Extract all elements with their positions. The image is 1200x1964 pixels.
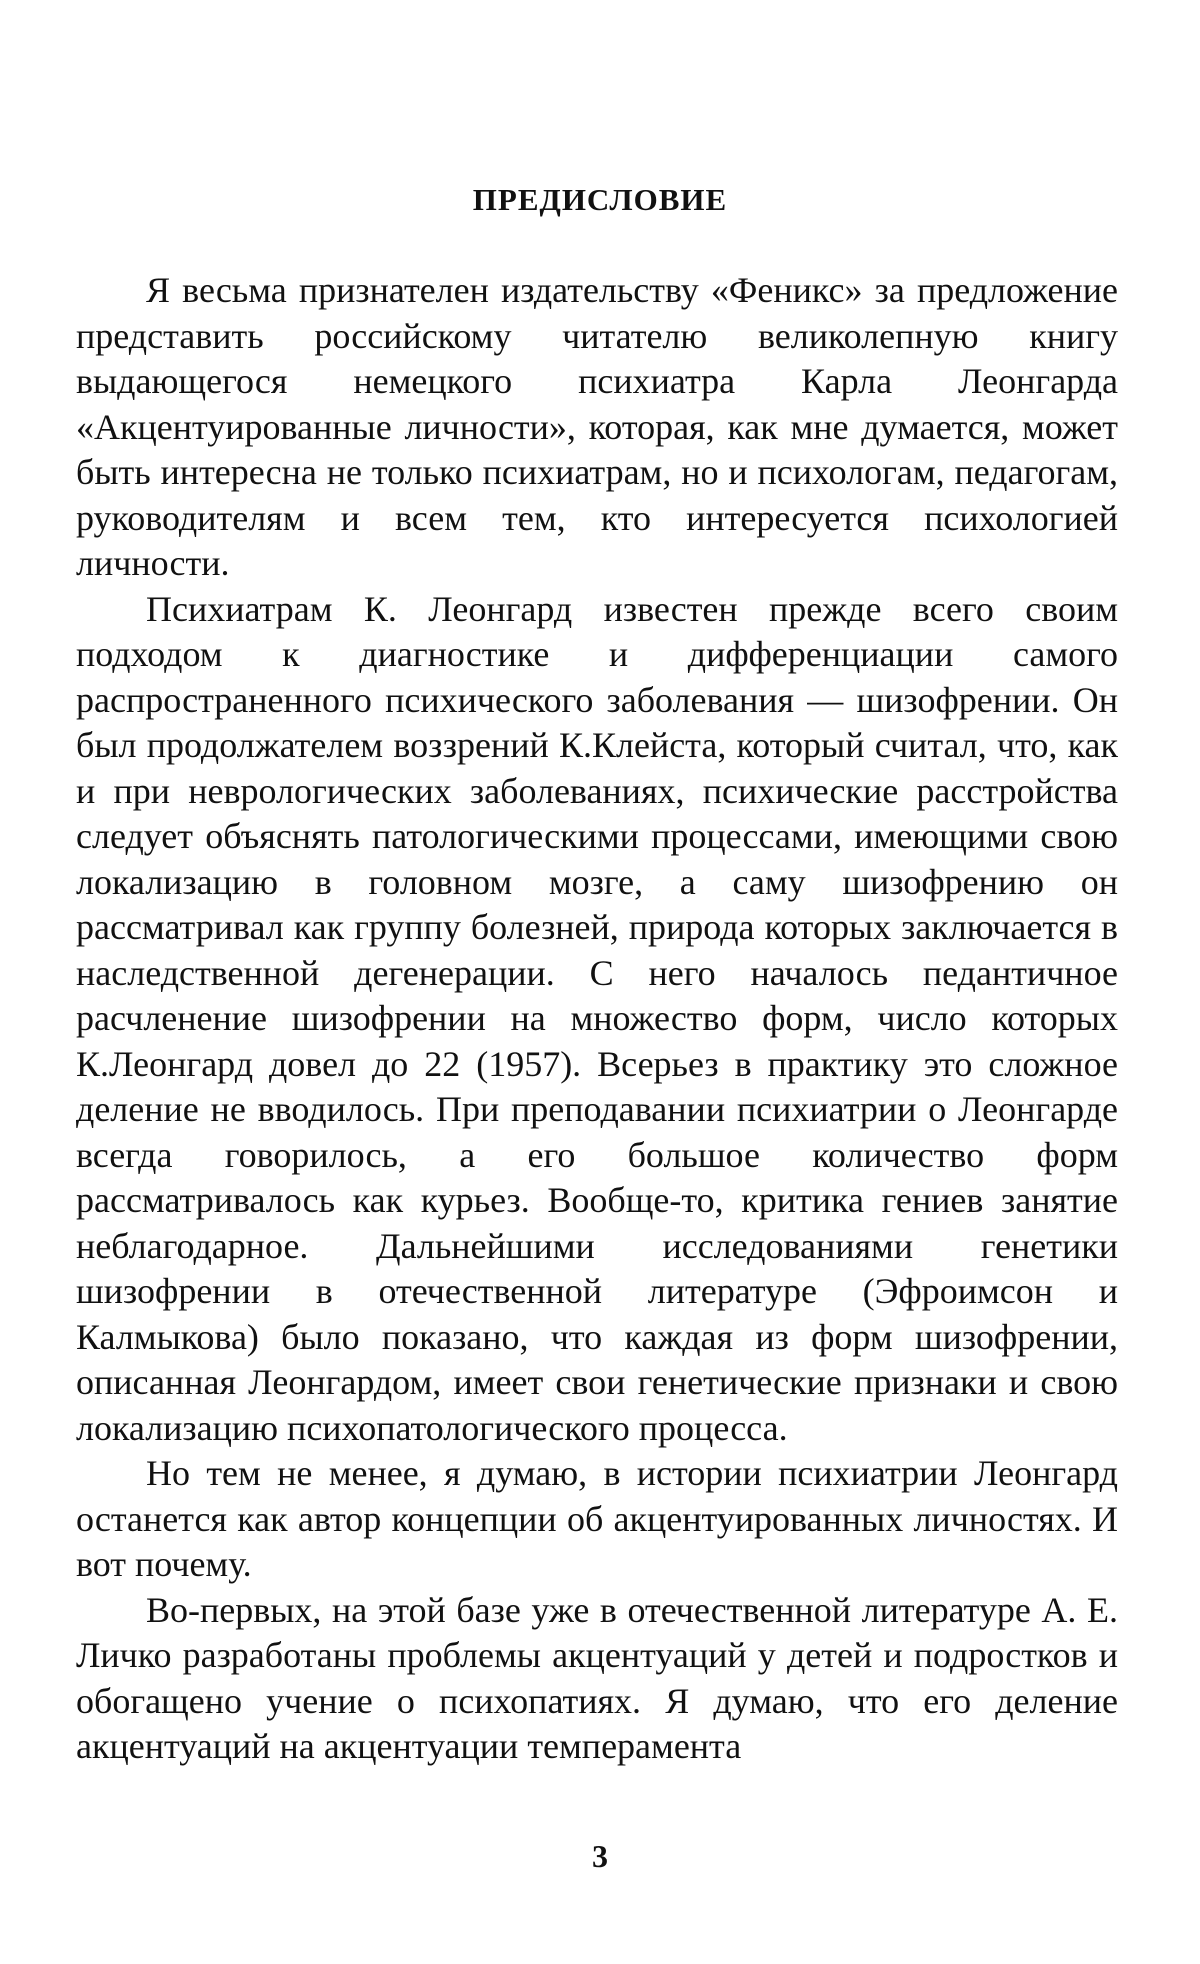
paragraph-1: Я весьма признателен издательству «Феникс» за предложение представить российскому читателю великолепную книгу выдающегося немецкого психиатра Карла Леонгарда «Акцентуированные личности», которая, как мне думается, может быть интересна не только психиатрам, но и психологам, педагогам, руководителям и всем тем, кто интересуется психологией личности.	[76, 270, 1118, 583]
paragraph-2: Психиатрам К. Леонгард известен прежде всего своим подходом к диагностике и дифференциации самого распространенного психического заболевания — шизофрении. Он был продолжателем воззрений К.Клейста, который считал, что, как и при неврологических заболеваниях, психические расстройства следует объяснять патологическими процессами, имеющими свою локализацию в головном мозге, а саму шизофрению он рассматривал как группу болезней, природа которых заключается в наследственной дегенерации. С него началось педантичное расчленение шизофрении на множество форм, число которых К.Леонгард довел до 22 (1957). Всерьез в практику это сложное деление не вводилось. При преподавании психиатрии о Леонгарде всегда говорилось, а его большое количество форм рассматривалось как курьез. Вообще-то, критика гениев занятие неблагодарное. Дальнейшими исследованиями генетики шизофрении в отечественной литературе (Эфроимсон и Калмыкова) было показано, что каждая из форм шизофрении, описанная Леонгардом, имеет свои генетические признаки и свою локализацию психопатологического процесса.	[76, 588, 1118, 1448]
paragraph-3: Но тем не менее, я думаю, в истории психиатрии Леонгард останется как автор концепции об акцентуированных личностях. И вот почему.	[76, 1453, 1118, 1584]
body-text	[76, 268, 1118, 1770]
page-title: ПРЕДИСЛОВИЕ	[472, 182, 728, 217]
page-number: 3	[592, 1838, 608, 1874]
paragraph-4: Во-первых, на этой базе уже в отечественной литературе А. Е. Личко разработаны проблемы акцентуаций у детей и подростков и обогащено учение о психопатиях. Я думаю, что его деление акцентуаций на акцентуации темперамента	[76, 1589, 1118, 1766]
